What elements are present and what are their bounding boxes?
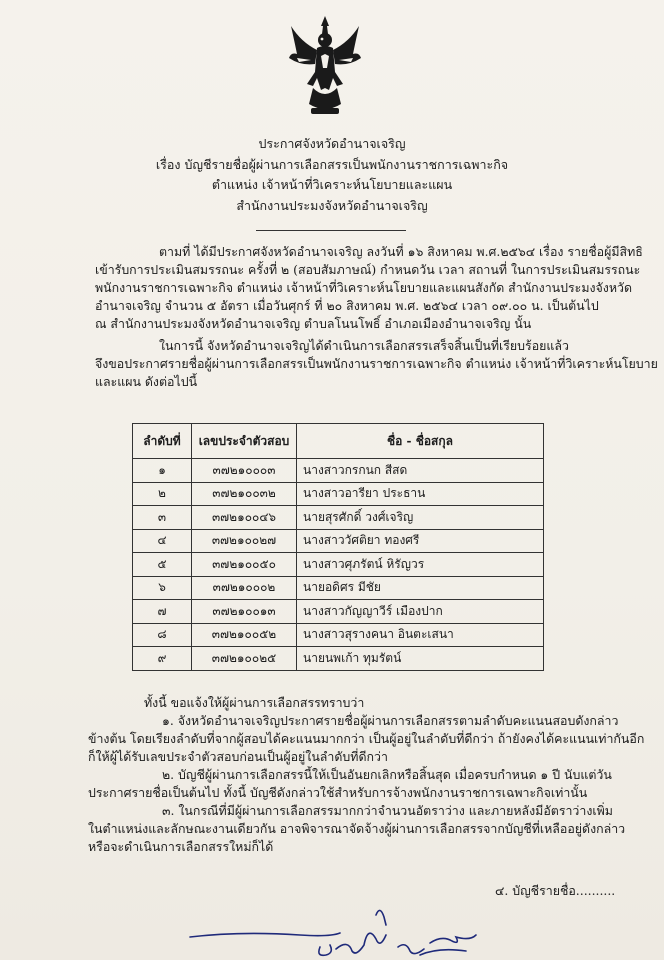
table-row [133,506,544,530]
cell-exam-id: ๓๗๒๑๐๐๒๕ [192,647,297,671]
cell-exam-id: ๓๗๒๑๐๐๒๗ [192,529,297,553]
cell-exam-id: ๓๗๒๑๐๐๐๓ [192,459,297,483]
cell-order: ๕ [133,553,192,577]
paragraph-conditions [88,694,645,856]
header-position: ตำแหน่ง เจ้าหน้าที่วิเคราะห์นโยบายและแผน [211,177,453,192]
cell-full-name: นายสุรศักดิ์ วงศ์เจริญ [297,506,544,530]
table-row [133,529,544,553]
condition-2-line: ประกาศรายชื่อเป็นต้นไป ทั้งนี้ บัญชีดังกล่าวใช้สำหรับการจ้างพนักงานราชการเฉพาะกิจเท่านั้น [88,785,588,800]
cell-full-name: นายอดิศร มีชัย [297,576,544,600]
cell-exam-id: ๓๗๒๑๐๐๕๒ [192,623,297,647]
cell-order: ๖ [133,576,192,600]
handwritten-signatures [180,895,480,960]
paragraph-line: อำนาจเจริญ จำนวน ๕ อัตรา เมื่อวันศุกร์ ที่ ๒๐ สิงหาคม พ.ศ. ๒๕๖๔ เวลา ๐๙.๐๐ น. เป็นต้นไป [95,298,599,313]
paragraph-line: ทั้งนี้ ขอแจ้งให้ผู้ผ่านการเลือกสรรทราบว่า [144,695,365,710]
table-row [133,482,544,506]
cell-full-name: นางสาวสุรางคนา อินตะเสนา [297,623,544,647]
column-header-full-name: ชื่อ - ชื่อสกุล [297,424,544,459]
paragraph-announcement [95,337,658,391]
cell-full-name: นางสาวกัญญาวีร์ เมืองปาก [297,600,544,624]
column-header-order: ลำดับที่ [133,424,192,459]
candidate-table [132,423,544,671]
cell-exam-id: ๓๗๒๑๐๐๓๒ [192,482,297,506]
paragraph-line: ณ สำนักงานประมงจังหวัดอำนาจเจริญ ตำบลโนนโพธิ์ อำเภอเมืองอำนาจเจริญ นั้น [95,316,532,331]
table-row [133,459,544,483]
table-row [133,600,544,624]
cell-order: ๗ [133,600,192,624]
table-header-row [133,424,544,459]
condition-1-line: ก็ให้ผู้ได้รับเลขประจำตัวสอบก่อนเป็นผู้อยู่ในลำดับที่ดีกว่า [88,749,388,764]
paragraph-line: ในการนี้ จังหวัดอำนาจเจริญได้ดำเนินการเลือกสรรเสร็จสิ้นเป็นที่เรียบร้อยแล้ว [159,338,569,353]
cell-order: ๔ [133,529,192,553]
condition-3-line: หรือจะดำเนินการเลือกสรรใหม่ก็ได้ [88,839,274,854]
cell-full-name: นางสาวอารียา ประธาน [297,482,544,506]
condition-3-line: ในตำแหน่งและลักษณะงานเดียวกัน อาจพิจารณาจัดจ้างผู้ผ่านการเลือกสรรจากบัญชีที่เหลืออยู่ดังกล่าว [88,821,626,836]
table-row [133,647,544,671]
paragraph-line: พนักงานราชการเฉพาะกิจ ตำแหน่ง เจ้าหน้าที่วิเคราะห์นโยบายและแผนสังกัด สำนักงานประมงจังหวัด [95,280,633,295]
cell-exam-id: ๓๗๒๑๐๐๕๐ [192,553,297,577]
table-row [133,553,544,577]
table-row [133,576,544,600]
condition-1-line: ๑. จังหวัดอำนาจเจริญประกาศรายชื่อผู้ผ่านการเลือกสรรตามลำดับคะแนนสอบดังกล่าว [162,713,619,728]
paragraph-background [95,243,643,333]
cell-exam-id: ๓๗๒๑๐๐๔๖ [192,506,297,530]
cell-order: ๙ [133,647,192,671]
paragraph-line: จึงขอประกาศรายชื่อผู้ผ่านการเลือกสรรเป็นพนักงานราชการเฉพาะกิจ ตำแหน่ง เจ้าหน้าที่วิเคราะห์นโยบาย [95,356,658,371]
header-subject: เรื่อง บัญชีรายชื่อผู้ผ่านการเลือกสรรเป็นพนักงานราชการเฉพาะกิจ [155,156,509,172]
header-divider [256,230,406,231]
paragraph-line: และแผน ดังต่อไปนี้ [95,374,198,389]
garuda-emblem-icon [287,14,363,118]
column-header-exam-id: เลขประจำตัวสอบ [192,424,297,459]
table-row [133,623,544,647]
page-continuation-note: ๔. บัญชีรายชื่อ.......... [495,883,616,898]
header-issuer: ประกาศจังหวัดอำนาจเจริญ [258,136,406,151]
announcement-header [120,134,544,216]
condition-2-line: ๒. บัญชีผู้ผ่านการเลือกสรรนี้ให้เป็นอันยกเลิกหรือสิ้นสุด เมื่อครบกำหนด ๑ ปี นับแต่วัน [162,767,612,782]
paragraph-line: ตามที่ ได้มีประกาศจังหวัดอำนาจเจริญ ลงวันที่ ๑๖ สิงหาคม พ.ศ.๒๕๖๔ เรื่อง รายชื่อผู้มีสิทธิ [159,244,643,259]
header-office: สำนักงานประมงจังหวัดอำนาจเจริญ [236,197,428,213]
paragraph-line: เข้ารับการประเมินสมรรถนะ ครั้งที่ ๒ (สอบสัมภาษณ์) กำหนดวัน เวลา สถานที่ ในการประเมินสมรรถนะ [95,262,641,277]
cell-exam-id: ๓๗๒๑๐๐๐๒ [192,576,297,600]
cell-order: ๘ [133,623,192,647]
cell-full-name: นายนพเก้า ทุมรัตน์ [297,647,544,671]
cell-full-name: นางสาวศุภรัตน์ หิรัญวร [297,553,544,577]
cell-full-name: นางสาวกรกนก สีสด [297,459,544,483]
cell-exam-id: ๓๗๒๑๐๐๑๓ [192,600,297,624]
cell-order: ๒ [133,482,192,506]
condition-3-line: ๓. ในกรณีที่มีผู้ผ่านการเลือกสรรมากกว่าจำนวนอัตราว่าง และภายหลังมีอัตราว่างเพิ่ม [162,803,613,818]
cell-order: ๓ [133,506,192,530]
cell-full-name: นางสาววัศติยา ทองศรี [297,529,544,553]
cell-order: ๑ [133,459,192,483]
condition-1-line: ข้างต้น โดยเรียงลำดับที่จากผู้สอบได้คะแนนมากกว่า เป็นผู้อยู่ในลำดับที่ดีกว่า ถ้ายังคงได้คะแนนเท่ากันอีก [88,731,645,746]
